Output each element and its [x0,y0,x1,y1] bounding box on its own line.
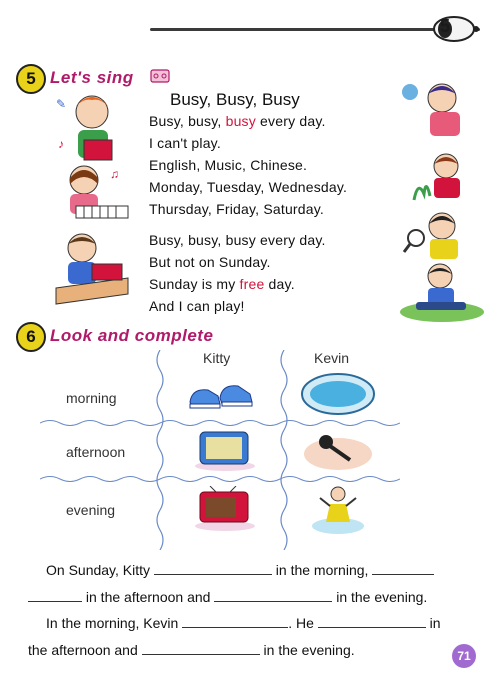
song-line [149,157,307,173]
song-line [149,201,324,217]
answer-blank[interactable] [28,587,82,602]
boy-sitting-grass-illustration [396,262,486,324]
sentence-text: in the afternoon and [85,589,211,605]
song-line-text: day. [264,276,295,292]
table-divider-middle [274,350,294,550]
girl-piano-illustration [54,160,134,230]
unit-number: 5 [440,16,451,36]
girl-plant-illustration [404,150,484,210]
row-label-evening: evening [66,502,116,518]
section-title-look-and-complete: Look and complete [50,326,214,345]
row-label-afternoon: afternoon [66,444,126,460]
boy-desk-illustration [52,228,132,318]
svg-text:♪: ♪ [58,137,64,151]
svg-text:♫: ♫ [110,167,119,181]
header-rule [150,28,480,31]
song-line [149,276,295,292]
song-line-text: English, Music, Chinese. [149,157,308,173]
sentence-text: In the morning, Kevin [46,615,179,631]
section-title-lets-sing: Let's sing [50,68,134,87]
song-line [149,179,347,195]
answer-blank[interactable] [182,613,288,628]
sentence-text: in the evening. [263,642,355,658]
table-divider-row-1 [40,418,400,428]
highlighted-word: busy [225,113,256,129]
song-line [149,298,245,314]
svg-text:✎: ✎ [56,97,67,111]
swimming-pool-icon [300,372,376,416]
table-divider-left [150,350,170,550]
dancing-girl-icon [308,484,368,536]
sneakers-icon [186,374,260,416]
tv-icon-evening [192,486,258,532]
song-line-text: And I can play! [149,298,245,314]
sentence-text: in [429,615,441,631]
answer-blank[interactable] [318,613,426,628]
song-line-text: Busy, busy, busy every day. [149,232,326,248]
microphone-icon [302,428,374,472]
section-number-6: 6 [16,322,46,352]
sentence-line-3 [46,613,441,631]
column-header-kevin: Kevin [314,350,350,366]
row-label-morning: morning [66,390,117,406]
sentence-text: On Sunday, Kitty [46,562,151,578]
answer-blank[interactable] [154,560,272,575]
sentence-text: . He [288,615,314,631]
girl-painting-illustration [396,78,486,148]
page-number: 71 [452,644,476,668]
song-line [149,232,326,248]
song-line-text: But not on Sunday. [149,254,271,270]
column-header-kitty: Kitty [203,350,231,366]
sentence-text: in the morning, [275,562,369,578]
song-title: Busy, Busy, Busy [170,90,300,109]
sentence-line-2 [28,587,427,605]
tv-icon [192,428,258,472]
cassette-icon [150,69,170,83]
answer-blank[interactable] [142,640,260,655]
sentence-text: the afternoon and [28,642,138,658]
highlighted-word: free [239,276,265,292]
answer-blank[interactable] [214,587,332,602]
sentence-text: in the evening. [336,589,428,605]
song-line-text: Thursday, Friday, Saturday. [149,201,325,217]
song-line-text: every day. [255,113,326,129]
girl-magnifier-illustration [400,208,480,268]
song-line [149,113,326,129]
song-line-text: Busy, busy, [149,113,226,129]
song-line [149,135,221,151]
sentence-line-1 [46,560,434,578]
sentence-line-4 [28,640,355,658]
song-line-text: I can't play. [149,135,221,151]
table-divider-row-2 [40,474,400,484]
song-line-text: Sunday is my [149,276,240,292]
song-line [149,254,271,270]
song-line-text: Monday, Tuesday, Wednesday. [149,179,348,195]
answer-blank[interactable] [372,560,434,575]
section-number-5: 5 [16,64,46,94]
